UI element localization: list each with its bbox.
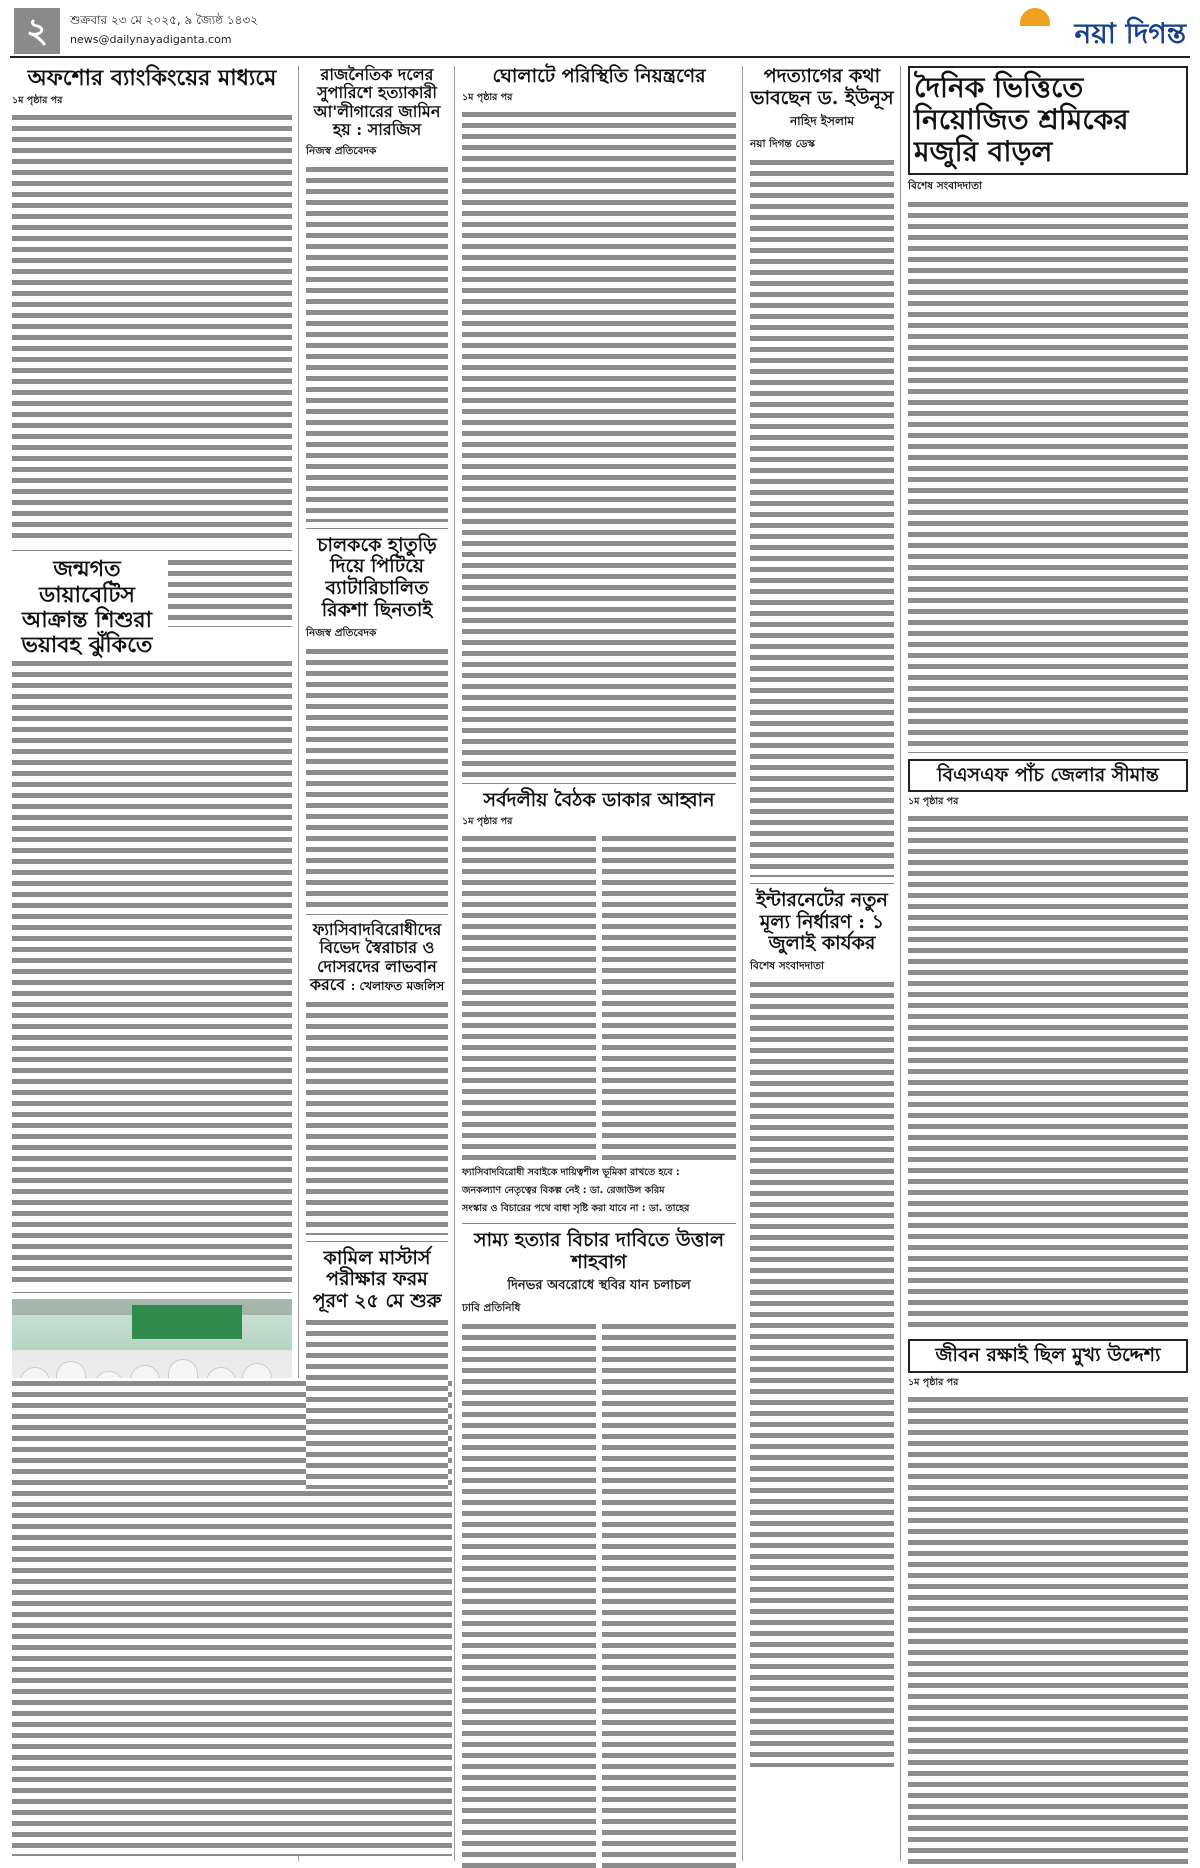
headline-offshore-banking: অফশোর ব্যাংকিংয়ের মাধ্যমে [27,65,277,91]
headline-wage-increase: দৈনিক ভিত্তিতে নিয়োজিত শ্রমিকের মজুরি বাড়ল [914,71,1129,169]
article-body [908,199,1188,753]
divider [462,783,736,784]
continued-label: ১ম পৃষ্ঠার পর [462,815,513,827]
headline-box [908,1339,1188,1373]
headline-suffix: : খেলাফত মজলিস [350,979,445,994]
article-body [908,1394,1188,1868]
column-3 [462,66,736,1868]
column-5 [908,66,1188,1868]
article-body [12,658,292,1286]
article-body [602,833,736,1163]
column-2 [306,66,448,1489]
subhead: ফ্যাসিবাদবিরোধী সবাইকে দায়িত্বশীল ভূমিকা রাখতে হবে : [462,1166,680,1178]
continued-label: ১ম পৃষ্ঠার পর [908,796,959,808]
divider [306,1241,448,1242]
headline-yunus-resign: পদত্যাগের কথা ভাবছেন ড. ইউনূস [750,65,894,109]
headline-samya-murder: সাম্য হত্যার বিচার দাবিতে উত্তাল শাহবাগ [474,1228,724,1273]
article-body [306,646,448,908]
byline: বিশেষ সংবাদদাতা [750,960,825,973]
article-body [908,813,1188,1333]
article-body [750,979,894,1767]
headline-diabetes-children: জন্মগত ডায়াবেটিস আক্রান্ত শিশুরা ভয়াবহ ঝুঁকিতে [21,556,153,659]
column-rule [454,66,455,1861]
headline-life-saving: জীবন রক্ষাই ছিল মুখ্য উদ্দেশ্য [935,1344,1161,1367]
article-body [306,1317,448,1489]
byline: নিজস্ব প্রতিবেদক [306,144,377,157]
column-rule [900,66,901,1861]
headline-rickshaw-robbery: চালককে হাতুড়ি দিয়ে পিটিয়ে ব্যাটারিচালিত রিকশা ছিনতাই [317,533,437,622]
divider [306,528,448,529]
divider [306,914,448,915]
article-body [462,1321,596,1868]
divider [750,883,894,884]
headline-text: ফ্যাসিবাদবিরোধীদের বিভেদ স্বৈরাচার ও দোসরদের লাভবান করবে [309,919,442,995]
divider [12,1292,292,1293]
article-body [306,164,448,522]
divider [462,1223,736,1224]
article-body [462,109,736,777]
article-body [306,999,448,1235]
page-number: ২ [14,8,60,54]
headline-internet-price: ইন্টারনেটের নতুন মূল্য নির্ধারণ : ১ জুলাই কার্যকর [756,888,888,955]
article-body [462,833,596,1163]
byline: নয়া দিগন্ত ডেস্ক [750,137,815,150]
continued-label: ১ম পৃষ্ঠার পর [462,91,513,103]
email-link[interactable]: news@dailynayadiganta.com [70,33,232,46]
article-body [750,157,894,877]
newspaper-logo [1016,8,1186,52]
subhead: জনকল্যাণ নেতৃত্বের বিকল্প নেই : ডা. রেজাউল করিম [462,1184,665,1196]
headline-kamil-masters: কামিল মাস্টার্স পরীক্ষার ফরম পূরণ ২৫ মে শুরু [312,1246,442,1313]
photo-banner [132,1305,242,1339]
headline-sarjis-bail: রাজনৈতিক দলের সুপারিশে হত্যাকারী আ'লীগারের জামিন হয় : সারজিস [313,65,441,140]
headline-khelafat-majlis [306,921,448,995]
headline-box [908,66,1188,175]
sun-icon [1020,8,1050,26]
continued-label: ১ম পৃষ্ঠার পর [12,95,63,107]
dateline: শুক্রবার ২৩ মে ২০২৫, ৯ জ্যৈষ্ঠ ১৪৩২ [70,13,259,27]
subhead: সংস্কার ও বিচারের পথে বাধা সৃষ্টি করা যাবে না : ডা. তাহের [462,1202,690,1214]
masthead [10,6,1190,58]
byline: নিজস্ব প্রতিবেদক [306,626,377,639]
byline: ঢাবি প্রতিনিধি [462,1302,521,1315]
divider [12,550,292,551]
subheadline: দিনভর অবরোধে স্থবির যান চলাচল [507,1278,691,1294]
continued-label: ১ম পৃষ্ঠার পর [908,1377,959,1389]
logo-text: নয়া দিগন্ত [1074,17,1186,50]
column-1 [12,66,292,1518]
column-rule [742,66,743,1861]
headline-murky-situation: ঘোলাটে পরিস্থিতি নিয়ন্ত্রণের [492,65,706,87]
author-name: নাহিদ ইসলাম [789,113,855,128]
article-body [168,557,292,627]
article-body [602,1321,736,1868]
headline-box [908,759,1188,793]
byline: বিশেষ সংবাদদাতা [908,179,983,192]
column-4 [750,66,894,1767]
article-body [12,112,292,544]
headline-all-party-meeting: সর্বদলীয় বৈঠক ডাকার আহ্বান [483,788,715,811]
headline-bsf-border: বিএসএফ পাঁচ জেলার সীমান্ত [937,763,1159,786]
